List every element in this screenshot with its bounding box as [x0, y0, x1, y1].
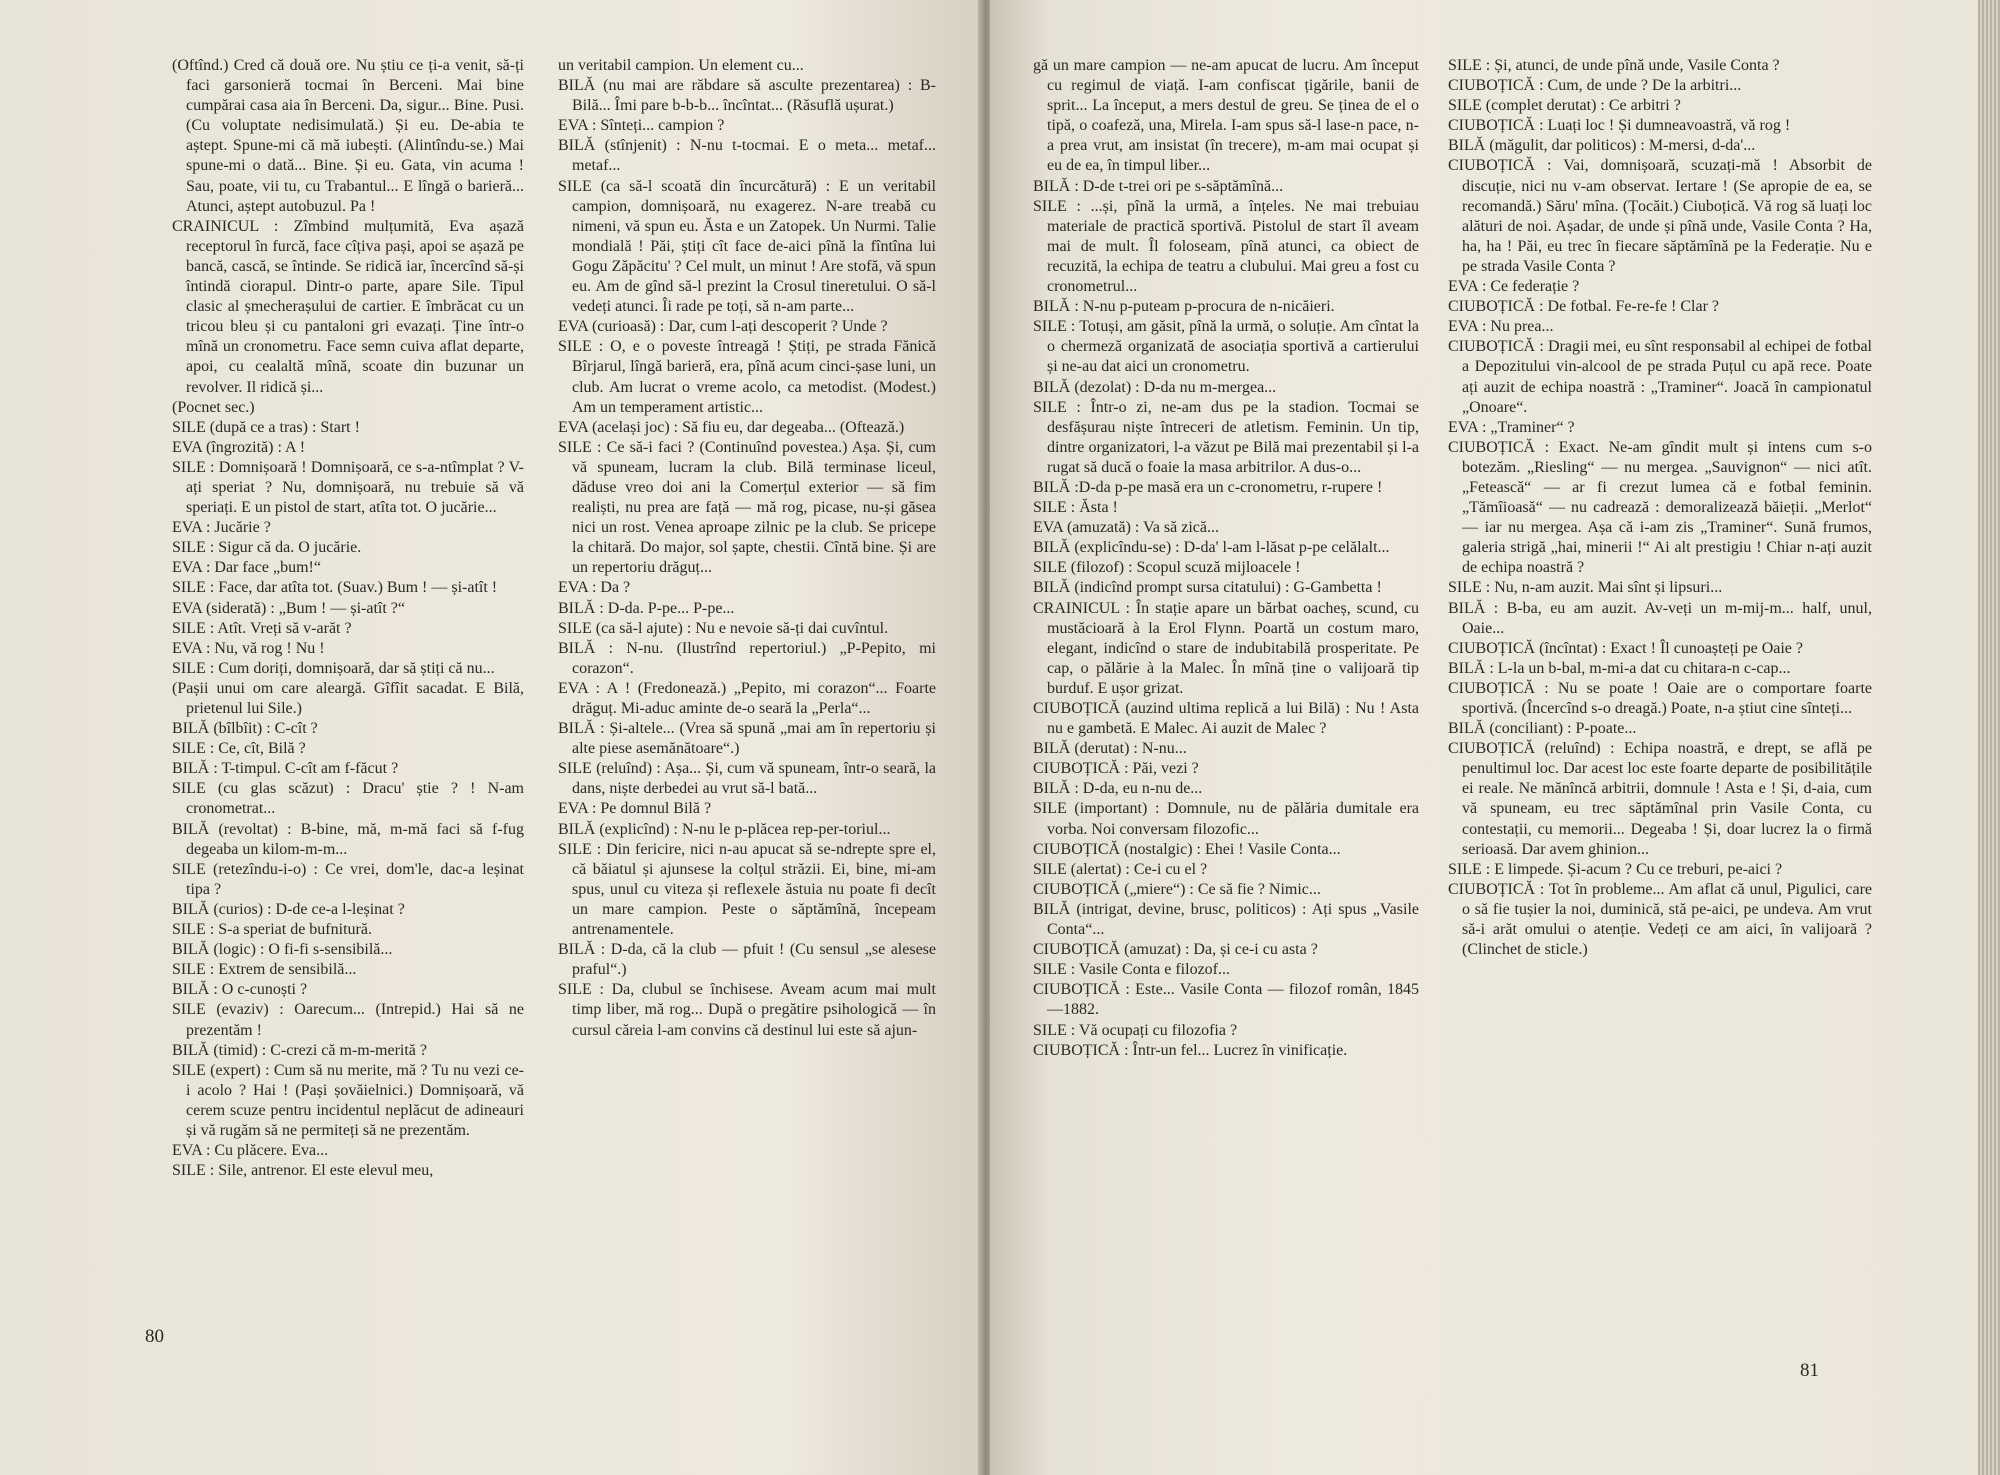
dialogue-paragraph: CIUBOȚICĂ („miere“) : Ce să fie ? Nimic... — [1033, 880, 1321, 898]
dialogue-paragraph: EVA (siderată) : „Bum ! — și-atît ?“ — [172, 599, 405, 617]
dialogue-paragraph: BILĂ (măgulit, dar politicos) : M-mersi, d-da'... — [1448, 137, 1756, 155]
dialogue-paragraph: SILE : Într-o zi, ne-am dus pe la stadion. Tocmai se desfășurau niște întreceri de atletism. Feminin. Un tip, dintre organizatori, l-a văzut pe Bilă mai prezentabil și l-a rugat să ducă o foaie la masa arbitrilor. A dus-o... — [1033, 398, 1419, 476]
dialogue-paragraph: SILE (important) : Domnule, nu de pălăria dumitale era vorba. Noi conversam filozofic... — [1033, 800, 1419, 838]
dialogue-paragraph: CIUBOȚICĂ : Vai, domnișoară, scuzați-mă ! Absorbit de discuție, nici nu v-am observat. Iertare ! (Se apropie de ea, se recomandă.) Săru' mîna. (Țocăit.) Ciuboțică. Vă rog să luați loc alături de noi. Așadar, de unde și pînă unde, Vasile Conta ? Ha, ha, ha ! Păi, eu trec în fiecare săptămînă pe la Federație. Nu e pe strada Vasile Conta ? — [1448, 157, 1872, 275]
dialogue-paragraph: BILĂ (logic) : O fi-fi s-sensibilă... — [172, 941, 393, 959]
dialogue-paragraph: CIUBOȚICĂ : De fotbal. Fe-re-fe ! Clar ? — [1448, 298, 1720, 316]
dialogue-paragraph: SILE : Sigur că da. O jucărie. — [172, 539, 362, 557]
dialogue-paragraph: SILE : Sile, antrenor. El este elevul meu, — [172, 1162, 434, 1180]
dialogue-paragraph: SILE : Ăsta ! — [1033, 499, 1118, 517]
dialogue-paragraph: CIUBOȚICĂ (auzind ultima replică a lui Bilă) : Nu ! Asta nu e gambetă. E Malec. Ai auzit de Malec ? — [1033, 700, 1419, 738]
dialogue-paragraph: SILE (cu glas scăzut) : Dracu' știe ? ! N-am cronometrat... — [172, 780, 524, 818]
dialogue-paragraph: BILĂ (intrigat, devine, brusc, politicos) : Ați spus „Vasile Conta“... — [1033, 900, 1419, 939]
dialogue-paragraph: BILĂ : N-nu. (Ilustrînd repertoriul.) „P-Pepito, mi corazon“. — [558, 639, 936, 677]
dialogue-paragraph: BILĂ :D-da p-pe masă era un c-cronometru, r-rupere ! — [1033, 478, 1383, 496]
dialogue-paragraph: BILĂ : D-da, că la club — pfuit ! (Cu sensul „se alesese praful“.) — [558, 941, 936, 979]
dialogue-paragraph: CIUBOȚICĂ : Luați loc ! Și dumneavoastră, vă rog ! — [1448, 117, 1791, 135]
dialogue-paragraph: SILE : Atît. Vreți să v-arăt ? — [172, 619, 352, 637]
page-edges — [1978, 0, 2000, 1475]
dialogue-paragraph: BILĂ (indicînd prompt sursa citatului) : G-Gambetta ! — [1033, 579, 1382, 597]
dialogue-paragraph: SILE : Ce, cît, Bilă ? — [172, 740, 306, 758]
dialogue-paragraph: SILE (ca să-l scoată din încurcătură) : E un veritabil campion, domnișoară, nu exagerez. N-are treabă cu nimeni, vă spun eu. Ăsta e un Zatopek. Un Nurmi. Talie mondială ! Păi, știți cît face de-aici pînă la fîntîna lui Gogu Zăpăcitu' ? Cel mult, un minut ! Are stofă, vă spun eu. Am de gînd să-l prezint la Crosul tineretului. O să-l vedeți atunci. Îi rade pe toți, să n-am parte... — [558, 177, 936, 316]
dialogue-paragraph: (Oftînd.) Cred că două ore. Nu știu ce ți-a venit, să-ți faci garsonieră tocmai în Berceni. Mai bine cumpărai casa aia în Berceni. Da, sigur... Bine. Pusi. (Cu voluptate nedisimulată.) Și eu. De-abia te aștept. Spune-mi că mă iubești. (Alintîndu-se.) Mai spune-mi o dată... Bine. Și eu. Gata, vin acuma ! Sau, poate, vii tu, cu Trabantul... E lîngă o barieră... Atunci, aștept autobuzul. Pa ! — [172, 57, 524, 215]
dialogue-paragraph: SILE : Face, dar atîta tot. (Suav.) Bum ! — și-atît ! — [172, 579, 498, 597]
dialogue-paragraph: EVA (îngrozită) : A ! — [172, 438, 306, 456]
dialogue-paragraph: BILĂ : N-nu p-puteam p-procura de n-nicăieri. — [1033, 298, 1335, 316]
dialogue-paragraph: SILE (filozof) : Scopul scuză mijloacele ! — [1033, 559, 1301, 577]
text-column-4 — [1448, 56, 1872, 960]
page-number-right: 81 — [1800, 1360, 1819, 1381]
dialogue-paragraph: BILĂ (revoltat) : B-bine, mă, m-mă faci să f-fug degeaba un kilom-m-m... — [172, 820, 524, 858]
dialogue-paragraph: CIUBOȚICĂ : Într-un fel... Lucrez în vinificație. — [1033, 1041, 1348, 1059]
text-column-3 — [1033, 56, 1419, 1061]
dialogue-paragraph: CIUBOȚICĂ (reluînd) : Echipa noastră, e drept, se află pe penultimul loc. Dar acest loc este foarte departe de posibilitățile ei reale. Ne mănîncă arbitrii, domnule ! Asta e ! Și, d-aia, cum vă spuneam, eu trec săptămînal prin Vasile Conta, cu contestații, cu memorii... Degeaba ! Și, doar lucrez la o firmă serioasă. Dar avem ghinion... — [1448, 740, 1872, 858]
dialogue-paragraph: CIUBOȚICĂ : Dragii mei, eu sînt responsabil al echipei de fotbal a Depozitului vin-alcool de pe strada Puțul cu apă rece. Poate ați auzit de echipa noastră : „Traminer“. Joacă în campionatul „Onoare“. — [1448, 338, 1872, 416]
page-number-left: 80 — [145, 1326, 164, 1347]
dialogue-paragraph: EVA (același joc) : Să fiu eu, dar degeaba... (Oftează.) — [558, 418, 905, 436]
dialogue-paragraph: SILE (expert) : Cum să nu merite, mă ? Tu nu vezi ce-i acolo ? Hai ! (Pași șovăielnici.) Domnișoară, vă cerem scuze pentru incidentul neplăcut de adineauri și vă rugăm să ne permiteți să ne prezentăm. — [172, 1061, 524, 1139]
dialogue-paragraph: CIUBOȚICĂ : Nu se poate ! Oaie are o comportare foarte sportivă. (Încercînd s-o dreagă.) Poate, n-a știut cine sînteți... — [1448, 679, 1872, 717]
dialogue-paragraph: CRAINICUL : În stație apare un bărbat oacheș, scund, cu mustăcioară à la Erol Flynn. Poartă un costum maro, elegant, indicînd o stare de indubitabilă prosperitate. Pe cap, o pălărie à la Malec. În mînă ține o valijoară tip burduf. E ușor grizat. — [1033, 599, 1419, 697]
dialogue-paragraph: SILE (ca să-l ajute) : Nu e nevoie să-ți dai cuvîntul. — [558, 619, 889, 637]
dialogue-paragraph: SILE : Da, clubul se închisese. Aveam acum mai mult timp liber, mă rog... După o pregătire psihologică — în cursul căreia l-am convins că destinul lui este să ajun- — [558, 981, 936, 1039]
dialogue-paragraph: CIUBOȚICĂ (încîntat) : Exact ! Îl cunoașteți pe Oaie ? — [1448, 639, 1803, 657]
text-column-1 — [172, 56, 524, 1181]
dialogue-paragraph: BILĂ (nu mai are răbdare să asculte prezentarea) : B-Bilă... Îmi pare b-b-b... încîntat... (Răsuflă ușurat.) — [558, 77, 936, 115]
dialogue-paragraph: BILĂ : D-da, eu n-nu de... — [1033, 780, 1203, 798]
dialogue-paragraph: SILE : Din fericire, nici n-au apucat să se-ndrepte spre el, că băiatul și ajunsese la colțul străzii. Ei, bine, mi-am spus, unul cu viteza și reflexele ăstuia nu poate fi decît un mare campion. Peste o săptămînă, începeam antrenamentele. — [558, 840, 936, 939]
dialogue-paragraph: (Pocnet sec.) — [172, 398, 255, 416]
dialogue-paragraph: BILĂ : O c-cunoști ? — [172, 981, 308, 999]
dialogue-paragraph: SILE : Totuși, am găsit, pînă la urmă, o soluție. Am cîntat la o chermeză organizată de asociația sportivă a cartierului și ne-au dat aici un cronometru. — [1033, 318, 1419, 376]
dialogue-paragraph: SILE : Vă ocupați cu filozofia ? — [1033, 1021, 1238, 1039]
dialogue-paragraph: EVA : Nu, vă rog ! Nu ! — [172, 639, 325, 657]
dialogue-paragraph: SILE : Și, atunci, de unde pînă unde, Vasile Conta ? — [1448, 57, 1780, 74]
dialogue-paragraph: EVA : Jucărie ? — [172, 519, 271, 537]
dialogue-paragraph: EVA : „Traminer“ ? — [1448, 418, 1575, 436]
dialogue-paragraph: SILE (după ce a tras) : Start ! — [172, 418, 360, 436]
dialogue-paragraph: BILĂ : Și-altele... (Vrea să spună „mai am în repertoriu și alte piese asemănătoare“.) — [558, 720, 936, 758]
dialogue-paragraph: BILĂ (explicîndu-se) : D-da' l-am l-lăsat p-pe celălalt... — [1033, 539, 1390, 557]
dialogue-paragraph: SILE (complet derutat) : Ce arbitri ? — [1448, 97, 1681, 115]
dialogue-paragraph: SILE (evaziv) : Oarecum... (Intrepid.) Hai să ne prezentăm ! — [172, 1001, 524, 1039]
dialogue-paragraph: EVA : Sînteți... campion ? — [558, 117, 725, 135]
dialogue-paragraph: CIUBOȚICĂ : Cum, de unde ? De la arbitri... — [1448, 77, 1742, 95]
dialogue-paragraph: CRAINICUL : Zîmbind mulțumită, Eva așază receptorul în furcă, face cîțiva pași, apoi se așază pe bancă, cască, se întinde. Se ridică iar, încercînd să-și întindă ciorapul. Dintr-o parte, apare Sile. Tipul clasic al șmecherașului de cartier. E îmbrăcat cu un tricou bleu și cu pantaloni gri evazați. Ține într-o mînă un cronometru. Face semn cuiva aflat departe, apoi, cu cealaltă mînă, scoate din buzunar un revolver. Il ridică și... — [172, 217, 524, 396]
dialogue-paragraph: EVA : Cu plăcere. Eva... — [172, 1142, 329, 1160]
dialogue-paragraph: SILE : Ce să-i faci ? (Continuînd povestea.) Așa. Și, cum vă spuneam, lucram la club. Bilă terminase liceul, dăduse vreo doi ani la Comerțul exterior — să fim realiști, nu prea are față — mă rog, picase, nu-și găsea nici un rost. Venea aproape zilnic pe la club. Se pricepe la chitară. Do major, sol șapte, chestii. Cîntă bine. Și are un repertoriu drăguț... — [558, 438, 936, 577]
dialogue-paragraph: BILĂ : T-timpul. C-cît am f-făcut ? — [172, 760, 399, 778]
dialogue-paragraph: BILĂ (curios) : D-de ce-a l-leșinat ? — [172, 900, 405, 918]
dialogue-paragraph: EVA (curioasă) : Dar, cum l-ați descoperit ? Unde ? — [558, 318, 888, 336]
dialogue-paragraph: SILE (reluînd) : Așa... Și, cum vă spuneam, într-o seară, la dans, niște derbedei au vrut să-l bată... — [558, 760, 936, 798]
text-column-2 — [558, 56, 936, 1041]
dialogue-paragraph: BILĂ : B-ba, eu am auzit. Av-veți un m-mij-m... half, unul, Oaie... — [1448, 599, 1872, 637]
dialogue-paragraph: SILE : S-a speriat de bufnitură. — [172, 921, 372, 939]
right-page — [990, 0, 1978, 1475]
dialogue-paragraph: EVA (amuzată) : Va să zică... — [1033, 519, 1220, 537]
dialogue-paragraph: un veritabil campion. Un element cu... — [558, 57, 804, 74]
dialogue-paragraph: gă un mare campion — ne-am apucat de lucru. Am început cu regimul de viață. I-am confiscat țigările, banii de sprit... La început, a mers destul de greu. Se ținea de el o tipă, o coafeză, una, Mirela. I-am spus să-l lase-n pace, n-a prea vrut, am insistat (în trecere), m-am mai ocupat și eu de ea, în timpul liber... — [1033, 57, 1419, 175]
dialogue-paragraph: CIUBOȚICĂ : Păi, vezi ? — [1033, 760, 1199, 778]
dialogue-paragraph: SILE : E limpede. Și-acum ? Cu ce treburi, pe-aici ? — [1448, 860, 1783, 878]
dialogue-paragraph: EVA : A ! (Fredonează.) „Pepito, mi corazon“... Foarte drăguț. Mi-aduc aminte de-o seară la „Perla“... — [558, 679, 936, 717]
dialogue-paragraph: BILĂ : D-de t-trei ori pe s-săptămînă... — [1033, 177, 1284, 195]
dialogue-paragraph: SILE : ...și, pînă la urmă, a înțeles. Ne mai trebuiau materiale de practică sportivă. Pistolul de start îl aveam mai de mult. Îl foloseam, pînă atunci, ca obiect de recuzită, la echipa de teatru a clubului. Mai greu a fost cu cronometrul... — [1033, 197, 1419, 296]
dialogue-paragraph: EVA : Da ? — [558, 579, 631, 597]
dialogue-paragraph: CIUBOȚICĂ : Tot în probleme... Am aflat că unul, Pigulici, care o să fie tușier la noi, duminică, stă pe-aici, pe undeva. Am vrut să-i arăt omului o atenție. Vedeți ce am aici, în valijoară ? (Clinchet de sticle.) — [1448, 880, 1872, 959]
dialogue-paragraph: SILE : Domnișoară ! Domnișoară, ce s-a-ntîmplat ? V-ați speriat ? Nu, domnișoară, nu trebuie să vă speriați. E un pistol de start, atîta tot. O jucărie... — [172, 458, 524, 517]
dialogue-paragraph: (Pașii unui om care aleargă. Gîfîit sacadat. E Bilă, prietenul lui Sile.) — [172, 679, 524, 717]
dialogue-paragraph: SILE : Nu, n-am auzit. Mai sînt și lipsuri... — [1448, 579, 1723, 597]
dialogue-paragraph: SILE : Vasile Conta e filozof... — [1033, 961, 1230, 979]
dialogue-paragraph: SILE (retezîndu-i-o) : Ce vrei, dom'le, dac-a leșinat tipa ? — [172, 860, 524, 898]
dialogue-paragraph: BILĂ (bîlbîit) : C-cît ? — [172, 720, 318, 738]
dialogue-paragraph: SILE (alertat) : Ce-i cu el ? — [1033, 860, 1208, 878]
dialogue-paragraph: BILĂ (explicînd) : N-nu le p-plăcea rep-per-toriul... — [558, 820, 891, 838]
dialogue-paragraph: BILĂ (stînjenit) : N-nu t-tocmai. E o meta... metaf... metaf... — [558, 137, 936, 175]
dialogue-paragraph: SILE : O, e o poveste întreagă ! Știți, pe strada Fănică Bîrjarul, lîngă barieră, era, pînă acum cinci-șase luni, un club. Am lucrat o vreme acolo, ca metodist. (Modest.) Am un temperament artistic... — [558, 338, 936, 416]
dialogue-paragraph: EVA : Dar face „bum!“ — [172, 559, 321, 577]
dialogue-paragraph: BILĂ (conciliant) : P-poate... — [1448, 720, 1637, 738]
dialogue-paragraph: BILĂ (timid) : C-crezi că m-m-merită ? — [172, 1041, 428, 1059]
dialogue-paragraph: BILĂ : D-da. P-pe... P-pe... — [558, 599, 735, 617]
dialogue-paragraph: CIUBOȚICĂ (nostalgic) : Ehei ! Vasile Conta... — [1033, 840, 1341, 858]
dialogue-paragraph: SILE : Extrem de sensibilă... — [172, 961, 357, 979]
dialogue-paragraph: EVA : Pe domnul Bilă ? — [558, 800, 712, 818]
dialogue-paragraph: SILE : Cum doriți, domnișoară, dar să știți că nu... — [172, 659, 495, 677]
left-page — [0, 0, 982, 1475]
dialogue-paragraph: BILĂ : L-la un b-bal, m-mi-a dat cu chitara-n c-cap... — [1448, 659, 1791, 677]
dialogue-paragraph: CIUBOȚICĂ : Este... Vasile Conta — filozof român, 1845—1882. — [1033, 981, 1419, 1019]
dialogue-paragraph: EVA : Nu prea... — [1448, 318, 1554, 336]
dialogue-paragraph: CIUBOȚICĂ : Exact. Ne-am gîndit mult și intens cum s-o botezăm. „Riesling“ — nu mergea. „Sauvignon“ — nici atît. „Fetească“ — ar fi crezut lumea că e fotbal feminin. „Tămîioasă“ — nu cadrează : demoralizează băieții. „Merlot“ — iar nu mergea. Așa că i-am zis „Traminer“. Sună frumos, galeria strigă „hai, minerii !“ Ai alt prestigiu ! Chiar n-ați auzit de echipa noastră ? — [1448, 438, 1872, 577]
dialogue-paragraph: BILĂ (derutat) : N-nu... — [1033, 740, 1187, 758]
dialogue-paragraph: BILĂ (dezolat) : D-da nu m-mergea... — [1033, 378, 1277, 396]
dialogue-paragraph: EVA : Ce federație ? — [1448, 278, 1580, 296]
dialogue-paragraph: CIUBOȚICĂ (amuzat) : Da, și ce-i cu asta ? — [1033, 941, 1318, 959]
